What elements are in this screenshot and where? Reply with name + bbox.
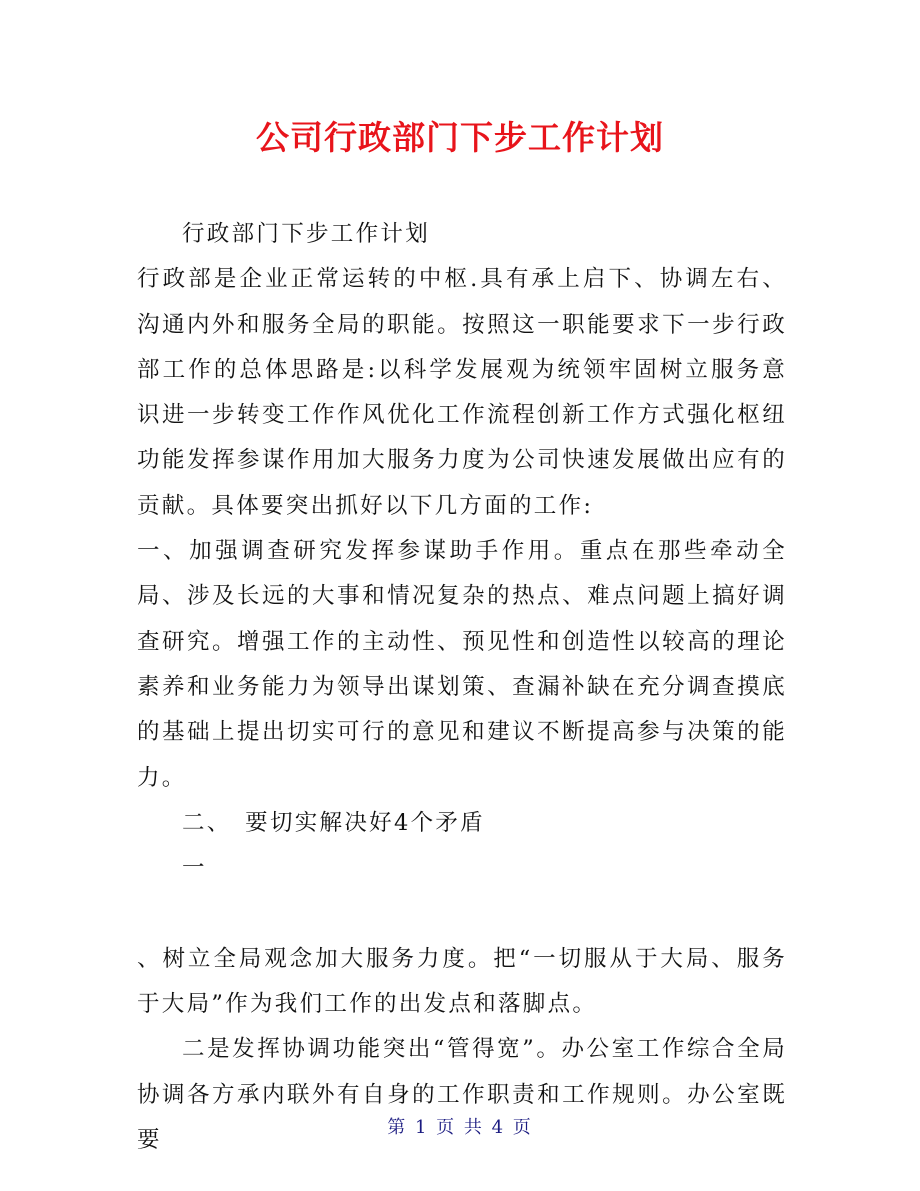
paragraph-item-marker: 一 (182, 855, 207, 882)
paragraph-section-one: 一、加强调查研究发挥参谋助手作用。重点在那些牵动全局、涉及长远的大事和情况复杂的热点、难点问题上搞好调查研究。增强工作的主动性、预见性和创造性以较高的理论素养和业务能力为领导出谋划策、查漏补缺在充分调查摸底的基础上提出切实可行的意见和建议不断提高参与决策的能力。 (137, 538, 787, 791)
blank-line (137, 891, 787, 936)
document-body (137, 212, 787, 1163)
page-number-footer: 第 1 页 共 4 页 (387, 1117, 533, 1138)
paragraph-subtitle: 行政部门下步工作计划 (182, 221, 431, 247)
paragraph-section-two-heading: 二、 要切实解决好4个矛盾 (182, 809, 485, 836)
document-title: 公司行政部门下步工作计划 (256, 118, 664, 157)
paragraph-item-one: 、树立全局观念加大服务力度。把“一切服从于大局、服务于大局”作为我们工作的出发点和落脚点。 (137, 945, 787, 1018)
paragraph-intro: 行政部是企业正常运转的中枢.具有承上启下、协调左右、沟通内外和服务全局的职能。按照这一职能要求下一步行政部工作的总体思路是:以科学发展观为统领牢固树立服务意识进一步转变工作作风优化工作流程创新工作方式强化枢纽功能发挥参谋作用加大服务力度为公司快速发展做出应有的贡献。具体要突出抓好以下几方面的工作: (137, 266, 787, 519)
paragraph-item-two: 二是发挥协调功能突出“管得宽”。办公室工作综合全局协调各方承内联外有自身的工作职责和工作规则。办公室既要 (137, 1036, 787, 1153)
